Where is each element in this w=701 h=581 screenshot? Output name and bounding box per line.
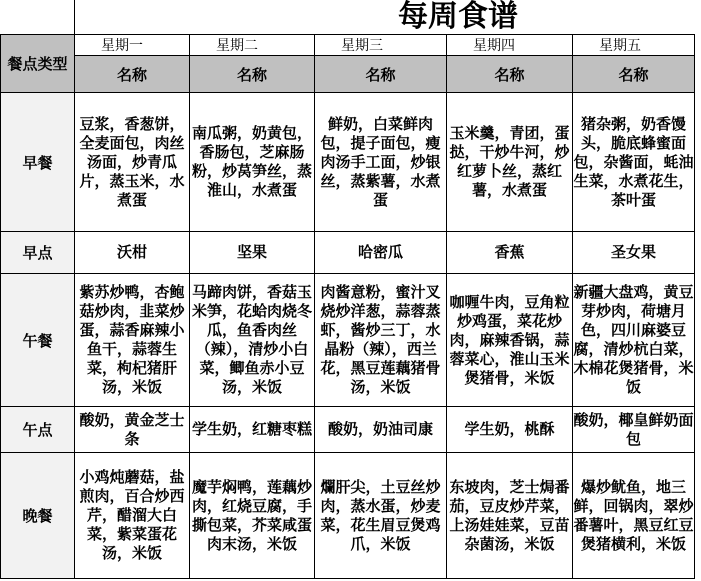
menu-cell: 酸奶，黄金芝士条: [75, 407, 190, 453]
menu-cell: 酸奶，椰皇鲜奶面包: [573, 407, 695, 453]
menu-cell: 学生奶，红糖枣糕: [190, 407, 315, 453]
menu-cell: 新疆大盘鸡，黄豆芽炒肉，荷塘月色，四川麻婆豆腐，清炒杭白菜，木棉花煲猪骨，米饭: [573, 274, 695, 407]
table-row-lunch: [1, 274, 695, 407]
menu-cell: 鲜奶，白菜鲜肉包，提子面包，瘦肉汤手工面，炒银丝，蒸紫薯，水煮蛋: [315, 93, 447, 232]
menu-cell: 猪杂粥，奶香馒头，脆底蜂蜜面包，杂酱面，蚝油生菜，水煮花生，茶叶蛋: [573, 93, 695, 232]
day-header-wed: 星期三: [315, 35, 447, 56]
table-row-dinner: [1, 453, 695, 579]
menu-cell: 玉米羹，青团，蛋挞，干炒牛河，炒红萝卜丝，蒸红薯，水煮蛋: [447, 93, 573, 232]
menu-cell: 南瓜粥，奶黄包，香肠包，芝麻肠粉，炒莴笋丝，蒸淮山，水煮蛋: [190, 93, 315, 232]
menu-cell: 酸奶，奶油司康: [315, 407, 447, 453]
name-header: 名称: [190, 56, 315, 93]
menu-cell: 坚果: [190, 232, 315, 274]
day-header-mon: 星期一: [75, 35, 190, 56]
menu-cell: 沃柑: [75, 232, 190, 274]
day-header-thu: 星期四: [447, 35, 573, 56]
menu-cell: 咖喱牛肉，豆角粒炒鸡蛋，菜花炒肉，麻辣香锅，蒜蓉菜心，淮山玉米煲猪骨，米饭: [447, 274, 573, 407]
day-header-fri: 星期五: [573, 35, 695, 56]
menu-cell: 豆浆，香葱饼，全麦面包，肉丝汤面，炒青瓜片，蒸玉米，水煮蛋: [75, 93, 190, 232]
meal-label-morning-snack: 早点: [1, 232, 75, 274]
menu-cell: 小鸡炖蘑菇，盐煎肉，百合炒西芹，醋溜大白菜，紫菜蛋花汤，米饭: [75, 453, 190, 579]
menu-cell: 东坡肉，芝士焗番茄，豆皮炒芹菜，上汤娃娃菜，豆苗杂菌汤，米饭: [447, 453, 573, 579]
menu-cell: 紫苏炒鸭，杏鲍菇炒肉，韭菜炒蛋，蒜香麻辣小鱼干，蒜蓉生菜，枸杞猪肝汤，米饭: [75, 274, 190, 407]
menu-cell: 肉酱意粉，蜜汁叉烧炒洋葱，蒜蓉蒸虾，酱炒三丁，水晶粉（辣），西兰花，黑豆莲藕猪骨汤，米饭: [315, 274, 447, 407]
corner-cell: [1, 0, 75, 35]
menu-cell: 马蹄肉饼，香菇玉米笋，花蛤肉烧冬瓜，鱼香肉丝（辣），清炒小白菜，鲫鱼赤小豆汤，米饭: [190, 274, 315, 407]
day-header-tue: 星期二: [190, 35, 315, 56]
meal-label-lunch: 午餐: [1, 274, 75, 407]
title-row: [75, 0, 695, 35]
table-row-breakfast: [1, 93, 695, 232]
name-header: 名称: [315, 56, 447, 93]
table-row-morning-snack: [1, 232, 695, 274]
menu-cell: 香蕉: [447, 232, 573, 274]
page-title: 每周食谱: [398, 0, 518, 34]
menu-cell: 哈密瓜: [315, 232, 447, 274]
menu-cell: 学生奶，桃酥: [447, 407, 573, 453]
menu-cell: 魔芋焖鸭，莲藕炒肉，红烧豆腐，手撕包菜，芥菜咸蛋肉末汤，米饭: [190, 453, 315, 579]
menu-cell: 爆炒鱿鱼，地三鲜，回锅肉，翠炒番薯叶，黑豆红豆煲猪横利，米饭: [573, 453, 695, 579]
meal-type-header: 餐点类型: [1, 35, 75, 93]
menu-cell: 爛肝尖，土豆丝炒肉，蒸水蛋，炒麦菜，花生眉豆煲鸡爪，米饭: [315, 453, 447, 579]
name-header: 名称: [447, 56, 573, 93]
meal-label-afternoon-snack: 午点: [1, 407, 75, 453]
name-header: 名称: [75, 56, 190, 93]
meal-label-breakfast: 早餐: [1, 93, 75, 232]
name-header: 名称: [573, 56, 695, 93]
menu-cell: 圣女果: [573, 232, 695, 274]
meal-label-dinner: 晚餐: [1, 453, 75, 579]
table-row-afternoon-snack: [1, 407, 695, 453]
